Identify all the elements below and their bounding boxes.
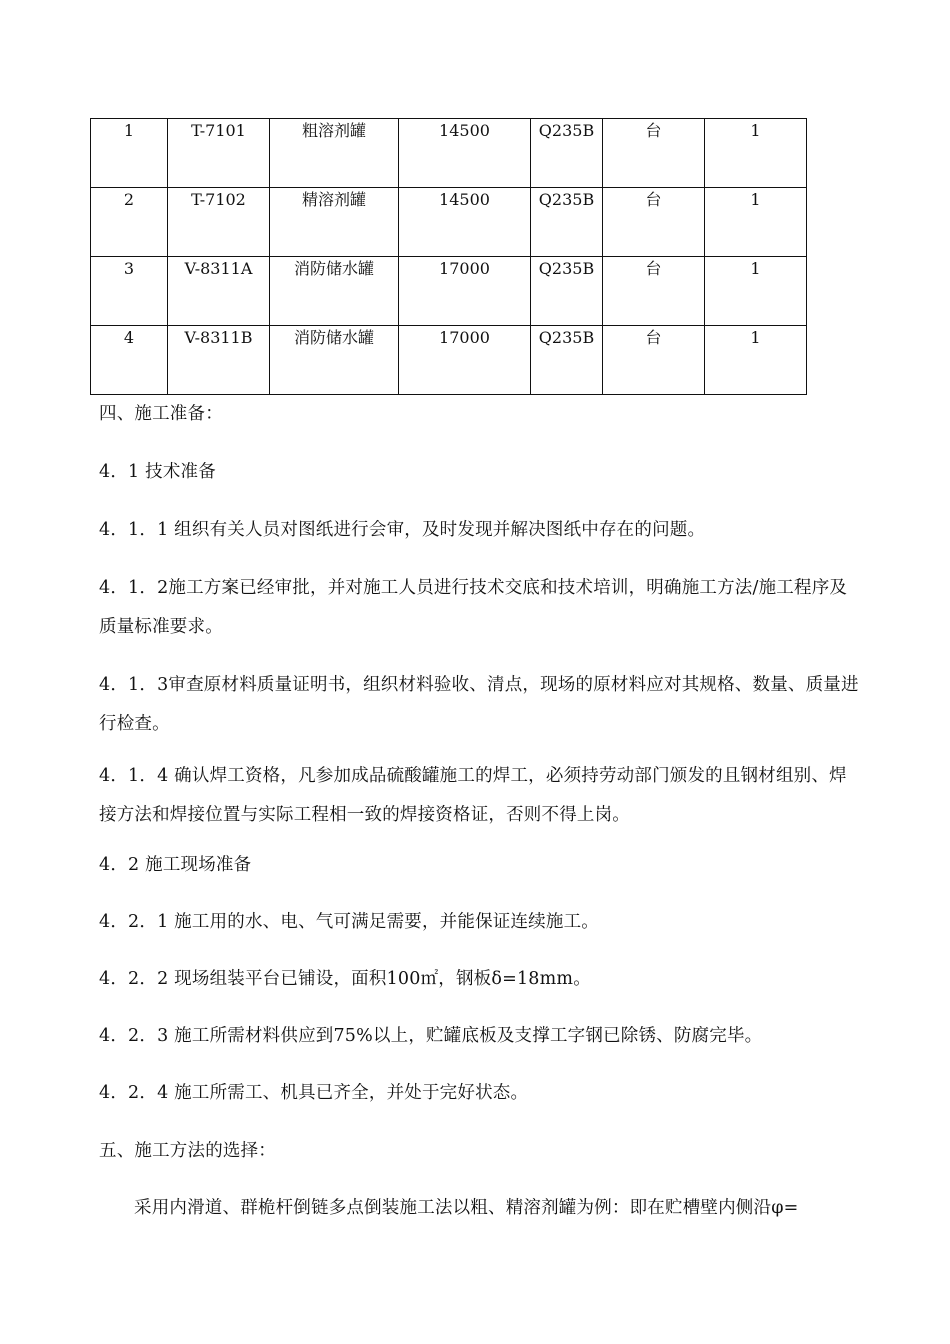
cell-quantity: 1 [705, 326, 807, 395]
paragraph-4-1-2: 4．1．2施工方案已经审批，并对施工人员进行技术交底和技术培训，明确施工方法/施工程序及质量标准要求。 [99, 578, 848, 637]
cell-capacity: 17000 [399, 326, 531, 395]
section-heading-5: 五、施工方法的选择： [99, 1141, 276, 1161]
cell-seq: 3 [91, 257, 168, 326]
cell-seq: 4 [91, 326, 168, 395]
paragraph-4-2-4: 4．2．4 施工所需工、机具已齐全，并处于完好状态。 [99, 1083, 529, 1103]
cell-material: Q235B [531, 326, 603, 395]
cell-unit: 台 [603, 119, 705, 188]
paragraph-4-1-1: 4．1．1 组织有关人员对图纸进行会审，及时发现并解决图纸中存在的问题。 [99, 520, 706, 540]
cell-capacity: 17000 [399, 257, 531, 326]
paragraph-4-2-1: 4．2．1 施工用的水、电、气可满足需要，并能保证连续施工。 [99, 912, 599, 932]
cell-material: Q235B [531, 257, 603, 326]
cell-unit: 台 [603, 188, 705, 257]
cell-name: 精溶剂罐 [270, 188, 399, 257]
table-row [91, 119, 807, 188]
table-row [91, 257, 807, 326]
paragraph-5-1: 采用内滑道、群桅杆倒链多点倒装施工法以粗、精溶剂罐为例：即在贮槽壁内侧沿φ= [134, 1198, 799, 1218]
paragraph-4-1-4: 4．1．4 确认焊工资格，凡参加成品硫酸罐施工的焊工，必须持劳动部门颁发的且钢材组别、焊接方法和焊接位置与实际工程相一致的焊接资格证，否则不得上岗。 [99, 766, 847, 825]
cell-quantity: 1 [705, 257, 807, 326]
cell-capacity: 14500 [399, 188, 531, 257]
paragraph-4-2-2: 4．2．2 现场组装平台已铺设，面积100㎡，钢板δ=18mm。 [99, 969, 591, 989]
subsection-heading-4-2: 4．2 施工现场准备 [99, 855, 252, 875]
cell-seq: 2 [91, 188, 168, 257]
cell-unit: 台 [603, 326, 705, 395]
cell-name: 消防储水罐 [270, 326, 399, 395]
cell-unit: 台 [603, 257, 705, 326]
cell-name: 粗溶剂罐 [270, 119, 399, 188]
equipment-table [90, 118, 807, 395]
section-heading-4: 四、施工准备： [99, 404, 223, 424]
cell-quantity: 1 [705, 119, 807, 188]
cell-quantity: 1 [705, 188, 807, 257]
cell-material: Q235B [531, 119, 603, 188]
table-row [91, 188, 807, 257]
cell-tag: V-8311B [168, 326, 270, 395]
cell-seq: 1 [91, 119, 168, 188]
table-row [91, 326, 807, 395]
subsection-heading-4-1: 4．1 技术准备 [99, 462, 216, 482]
cell-material: Q235B [531, 188, 603, 257]
cell-capacity: 14500 [399, 119, 531, 188]
cell-tag: T-7101 [168, 119, 270, 188]
paragraph-4-2-3: 4．2．3 施工所需材料供应到75%以上，贮罐底板及支撑工字钢已除锈、防腐完毕。 [99, 1026, 763, 1046]
cell-name: 消防储水罐 [270, 257, 399, 326]
cell-tag: V-8311A [168, 257, 270, 326]
cell-tag: T-7102 [168, 188, 270, 257]
paragraph-4-1-3: 4．1．3审查原材料质量证明书，组织材料验收、清点，现场的原材料应对其规格、数量、质量进行检查。 [99, 675, 859, 734]
